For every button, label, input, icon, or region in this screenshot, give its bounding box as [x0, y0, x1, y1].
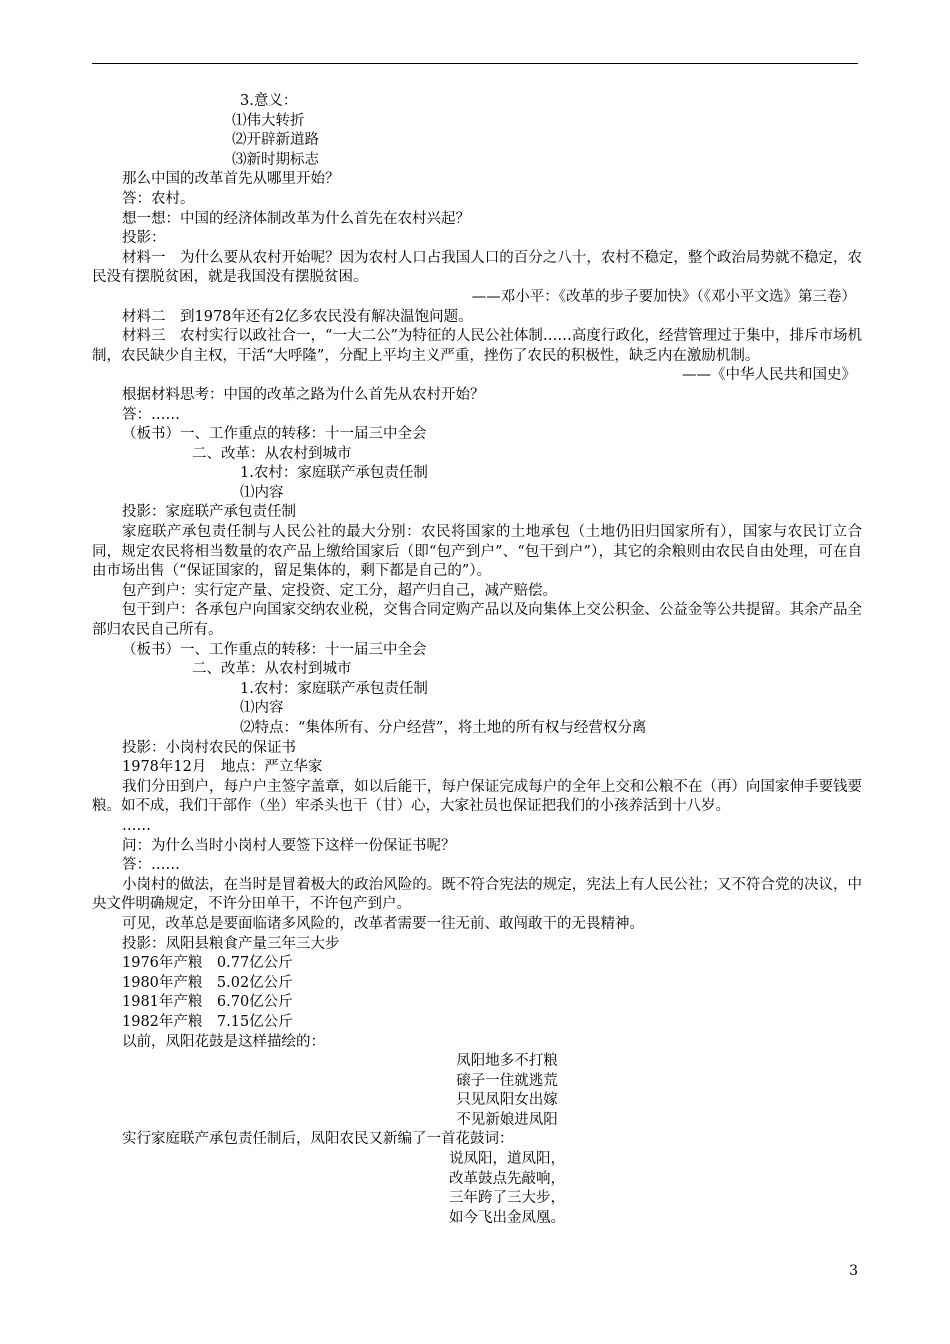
text-line: 材料一 为什么要从农村开始呢？因为农村人口占我国人口的百分之八十，农村不稳定，整个政治局势就不稳定，农民没有摆脱贫困，就是我国没有摆脱贫困。 [92, 249, 862, 286]
text-line: 我们分田到户，每户户主签字盖章，如以后能干，每户保证完成每户的全年上交和公粮不在（再）向国家伸手要钱要粮。如不成，我们干部作（坐）牢杀头也干（甘）心，大家社员也保证把我们的小孩养活到十八岁。 [92, 778, 862, 815]
text-line: 说凤阳，道凤阳， [449, 1151, 565, 1168]
text-line: 1.农村：家庭联产承包责任制 [240, 465, 428, 482]
text-line: 想一想：中国的经济体制改革为什么首先在农村兴起？ [122, 210, 470, 227]
text-line: 投影： [122, 230, 166, 247]
text-line: ⑶新时期标志 [232, 151, 319, 168]
text-line: 不见新娘进凤阳 [456, 1111, 558, 1128]
text-line: （板书）一、工作重点的转移：十一届三中全会 [122, 641, 427, 658]
text-line: ⑴伟大转折 [232, 112, 305, 129]
text-line: 投影：凤阳县粮食产量三年三大步 [122, 935, 340, 952]
text-line: 1980年产粮 5.02亿公斤 [122, 974, 293, 991]
text-line: 3.意义： [240, 93, 298, 109]
text-line: ——《中华人民共和国史》 [682, 367, 856, 384]
text-line: 答：…… [122, 857, 180, 874]
text-line: 那么中国的改革首先从哪里开始？ [122, 171, 340, 188]
text-line: 包产到户：实行定产量、定投资、定工分，超产归自己，减产赔偿。 [122, 582, 557, 599]
text-line: 实行家庭联产承包责任制后，凤阳农民又新编了一首花鼓词： [122, 1131, 514, 1148]
text-line: ⑵特点：“集体所有、分户经营”，将土地的所有权与经营权分离 [240, 720, 647, 736]
text-line: 以前，凤阳花鼓是这样描绘的： [122, 1033, 325, 1050]
text-line: 可见，改革总是要面临诸多风险的，改革者需要一往无前、敢闯敢干的无畏精神。 [122, 915, 644, 932]
text-line: 凤阳地多不打粮 [456, 1053, 558, 1070]
text-line: 1978年12月 地点：严立华家 [122, 759, 323, 776]
text-line: 二、改革：从农村到城市 [192, 445, 352, 462]
text-line: 改革鼓点先敲响， [449, 1170, 565, 1187]
text-line: 投影：家庭联产承包责任制 [122, 504, 296, 521]
text-line: 答：农村。 [122, 190, 195, 207]
text-line: 1.农村：家庭联产承包责任制 [240, 680, 428, 697]
text-line: ⑴内容 [240, 700, 284, 717]
text-line: 家庭联产承包责任制与人民公社的最大分别：农民将国家的土地承包（土地仍旧归国家所有），国家与农民订立合同，规定农民将相当数量的农产品上缴给国家后（即“包产到户”、“包干到户”），其它的余粮则由农民自由处理，可在自由市场出售（“保证国家的，留足集体的，剩下都是自己的”）。 [92, 524, 862, 580]
text-line: 材料二 到1978年还有2亿多农民没有解决温饱问题。 [122, 308, 473, 325]
text-line: 1976年产粮 0.77亿公斤 [122, 955, 293, 972]
page-number: 3 [849, 1263, 858, 1279]
text-line: 1981年产粮 6.70亿公斤 [122, 994, 293, 1011]
text-line: 小岗村的做法，在当时是冒着极大的政治风险的。既不符合宪法的规定，宪法上有人民公社；又不符合党的决议，中央文件明确规定，不许分田单干，不许包产到户。 [92, 876, 862, 913]
document-body [92, 92, 862, 1228]
text-line: 1982年产粮 7.15亿公斤 [122, 1013, 293, 1030]
text-line: 磙子一住就逃荒 [456, 1072, 558, 1089]
text-line: …… [122, 817, 151, 834]
text-line: 材料三 农村实行以政社合一，“一大二公”为特征的人民公社体制……高度行政化，经营管理过于集中，排斥市场机制，农民缺少自主权，干活“大呼隆”，分配上平均主义严重，挫伤了农民的积极性，缺乏内在激励机制。 [92, 328, 862, 364]
text-line: 三年跨了三大步， [449, 1190, 565, 1207]
text-line: 投影：小岗村农民的保证书 [122, 739, 296, 756]
text-line: ⑴内容 [240, 484, 284, 501]
text-line: 根据材料思考：中国的改革之路为什么首先从农村开始？ [122, 386, 485, 403]
text-line: 包干到户：各承包户向国家交纳农业税，交售合同定购产品以及向集体上交公积金、公益金等公共提留。其余产品全部归农民自己所有。 [92, 602, 862, 639]
text-line: （板书）一、工作重点的转移：十一届三中全会 [122, 426, 427, 443]
text-line: ——邓小平：《改革的步子要加快》（《邓小平文选》第三卷） [471, 288, 856, 305]
text-line: 如今飞出金凤凰。 [449, 1209, 565, 1226]
text-line: 二、改革：从农村到城市 [192, 661, 352, 678]
text-line: 问：为什么当时小岗村人要签下这样一份保证书呢？ [122, 837, 456, 854]
text-line: ⑵开辟新道路 [232, 132, 319, 149]
text-line: 只见凤阳女出嫁 [456, 1092, 558, 1109]
text-line: 答：…… [122, 406, 180, 423]
header-rule [92, 63, 858, 64]
